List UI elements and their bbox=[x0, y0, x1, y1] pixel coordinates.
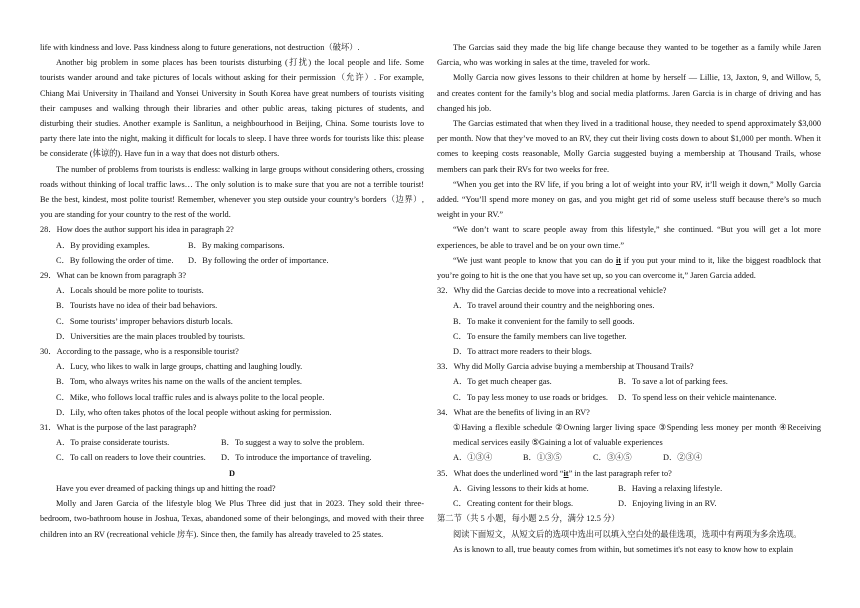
passage-d-paragraph-5: The Garcias estimated that when they lived in a traditional house, they needed to spend approximately $3,000 per month. Now that they’ve moved to an RV, they cut their living costs down to about $1,000 per month. When it comes to keeping costs reasonable, Molly Garcia suggested buying a membership at Thousand Trails, whose members can park their RVs for two weeks for free. bbox=[437, 119, 821, 174]
passage-c-paragraph-3: The number of problems from tourists is endless: walking in large groups without considering others, crossing roads without thinking of local traffic laws… The only solution is to make sure that you are not a terrible tourist! Be the best, kindest, most polite tourist! Remember, whenever you step outside your country’s borders（边界）, you are standing for your country to the rest of the world. bbox=[40, 164, 424, 220]
question-31-options-row-2 bbox=[56, 450, 424, 465]
option-32-d: D．To attract more readers to their blogs. bbox=[453, 347, 592, 357]
passage-c-paragraph-2: Another big problem in some places has been tourists disturbing (打扰) the local people and life. Some tourists wander around and take pictures of locals without asking for their permission（允许）. For example, Chiang Mai University in Thailand and Yonsei University in South Korea have great numbers of tourists visiting their campuses and walking through their libraries and other public areas, taking pictures of students, and disturbing their studies. Another example is Sanlitun, a neighbourhood in Beijing, China. Some tourists love to party there late into the night, making it difficult for locals to sleep. I have three words for tourists like this: please be considerate (体谅的). Have fun in a way that does not disturb others. bbox=[40, 58, 424, 159]
passage-d-paragraph-7: “We don’t want to scare people away from this lifestyle,” she continued. “But you will get a lot more experiences, be able to travel and be on your own time.” bbox=[437, 225, 821, 250]
question-28: 28．How does the author support his idea in paragraph 2? bbox=[40, 225, 234, 235]
option-28-b: B．By making comparisons. bbox=[188, 240, 285, 250]
option-28-d: D．By following the order of importance. bbox=[188, 255, 329, 265]
passage-d-paragraph-3: The Garcias said they made the big life change because they wanted to be together as a family while Jaren Garcia, who was working in sales at the time, traveled for work. bbox=[437, 43, 821, 68]
option-31-d: D．To introduce the importance of traveling. bbox=[221, 453, 372, 463]
option-33-b: B．To save a lot of parking fees. bbox=[618, 377, 728, 387]
question-34-items: ①Having a flexible schedule ②Owning larger living space ③Spending less money per month ④Receiving medical services easily ⑤Gaining a lot of valuable experiences bbox=[453, 423, 821, 448]
option-32-a: A．To travel around their country and the neighboring ones. bbox=[453, 301, 655, 311]
option-31-b: B．To suggest a way to solve the problem. bbox=[221, 438, 365, 448]
option-34-d: D．②③④ bbox=[663, 453, 703, 463]
question-33-options-row-1 bbox=[453, 374, 821, 389]
question-34: 34．What are the benefits of living in an RV? bbox=[437, 407, 590, 417]
underlined-word-it: it bbox=[615, 255, 622, 265]
option-33-a: A．To get much cheaper gas. bbox=[453, 377, 552, 387]
left-column bbox=[40, 40, 424, 542]
question-29: 29．What can be known from paragraph 3? bbox=[40, 271, 187, 281]
right-column bbox=[437, 40, 821, 557]
passage-d-paragraph-1: Have you ever dreamed of packing things up and hitting the road? bbox=[56, 483, 276, 493]
part-2-heading: 第二节（共 5 小题，每小题 2.5 分，满分 12.5 分） bbox=[437, 514, 620, 524]
passage-d-paragraph-6: “When you get into the RV life, if you bring a lot of weight into your RV, it’ll weigh it down,” Molly Garcia added. “You’ll spend more money on gas, and you might get rid of some useless stuff because there’s so much weight in your RV.” bbox=[437, 179, 821, 220]
question-30: 30．According to the passage, who is a responsible tourist? bbox=[40, 347, 239, 357]
option-30-c: C．Mike, who follows local traffic rules and is always polite to the local people. bbox=[56, 392, 325, 402]
option-28-a: A．By providing examples. bbox=[56, 240, 150, 250]
option-31-a: A．To praise considerate tourists. bbox=[56, 438, 170, 448]
option-32-c: C．To ensure the family members can live together. bbox=[453, 331, 627, 341]
question-33-options-row-2 bbox=[453, 390, 821, 405]
option-35-c: C．Creating content for their blogs. bbox=[453, 499, 574, 509]
part-2-instructions: 阅读下面短文，从短文后的选项中选出可以填入空白处的最佳选项，选项中有两项为多余选项。 bbox=[453, 529, 802, 539]
option-35-d: D．Enjoying living in an RV. bbox=[618, 499, 717, 509]
part-2-passage-first-line: As is known to all, true beauty comes from within, but sometimes it's not easy to know how to explain bbox=[453, 544, 794, 554]
option-30-d: D．Lily, who often takes photos of the local people without asking for permission. bbox=[56, 407, 332, 417]
question-28-options-row-2 bbox=[56, 253, 424, 268]
option-31-c: C．To call on readers to love their countries. bbox=[56, 453, 206, 463]
passage-d-paragraph-8 bbox=[437, 253, 821, 283]
option-33-d: D．To spend less on their vehicle maintenance. bbox=[618, 392, 777, 402]
question-32: 32．Why did the Garcias decide to move into a recreational vehicle? bbox=[437, 286, 667, 296]
option-32-b: B．To make it convenient for the family to sell goods. bbox=[453, 316, 635, 326]
option-29-c: C．Some tourists’ improper behaviors disturb locals. bbox=[56, 316, 233, 326]
section-d-heading: D bbox=[229, 468, 235, 478]
question-35-end: ” in the last paragraph refer to? bbox=[568, 468, 672, 478]
passage-d-paragraph-4: Molly Garcia now gives lessons to their children at home by herself — Lillie, 13, Jaxton, 9, and Willow, 5, and creates content for the family’s blog and social media platforms. Jaren Garcia is in charge of driving and has changed his job. bbox=[437, 73, 821, 113]
option-34-b: B．①③⑤ bbox=[523, 453, 562, 463]
question-35-start: 35．What does the underlined word “ bbox=[437, 468, 564, 478]
option-29-d: D．Universities are the main places troubled by tourists. bbox=[56, 331, 245, 341]
option-30-b: B．Tom, who always writes his name on the walls of the ancient temples. bbox=[56, 377, 302, 387]
question-28-options-row-1 bbox=[56, 238, 424, 253]
question-31-options-row-1 bbox=[56, 435, 424, 450]
question-34-options bbox=[453, 450, 821, 465]
option-33-c: C．To pay less money to use roads or bridges. bbox=[453, 392, 608, 402]
option-34-a: A．①③④ bbox=[453, 453, 493, 463]
paragraph-8-end: if you put your mind to it, like the biggest roadblock that you’re going to hit is the one that you have set up, so you can overcome it,” Jaren Garcia added. bbox=[437, 255, 821, 281]
question-31: 31．What is the purpose of the last paragraph? bbox=[40, 423, 197, 433]
option-35-a: A．Giving lessons to their kids at home. bbox=[453, 483, 589, 493]
question-35-underlined-it: it bbox=[563, 468, 569, 478]
paragraph-8-start: “We just want people to know that you can do bbox=[453, 255, 616, 265]
option-34-c: C．③④⑤ bbox=[593, 453, 632, 463]
question-33: 33．Why did Molly Garcia advise buying a membership at Thousand Trails? bbox=[437, 362, 694, 372]
question-35-options-row-2 bbox=[453, 496, 821, 511]
option-30-a: A．Lucy, who likes to walk in large groups, chatting and laughing loudly. bbox=[56, 362, 303, 372]
option-29-b: B．Tourists have no idea of their bad behaviors. bbox=[56, 301, 218, 311]
passage-c-tail: life with kindness and love. Pass kindness along to future generations, not destruction（破坏）. bbox=[40, 43, 360, 52]
option-35-b: B．Having a relaxing lifestyle. bbox=[618, 483, 723, 493]
option-28-c: C．By following the order of time. bbox=[56, 255, 174, 265]
question-35-options-row-1 bbox=[453, 481, 821, 496]
passage-d-paragraph-2: Molly and Jaren Garcia of the lifestyle blog We Plus Three did just that in 2023. They sold their three-bedroom, two-bathroom house in Joshua, Texas, abandoned some of their belongings, and moved with their three children into an RV (recreational vehicle 房车). Since then, the family has already traveled to 25 states. bbox=[40, 499, 424, 539]
option-29-a: A．Locals should be more polite to tourists. bbox=[56, 286, 204, 296]
question-35 bbox=[437, 466, 821, 481]
